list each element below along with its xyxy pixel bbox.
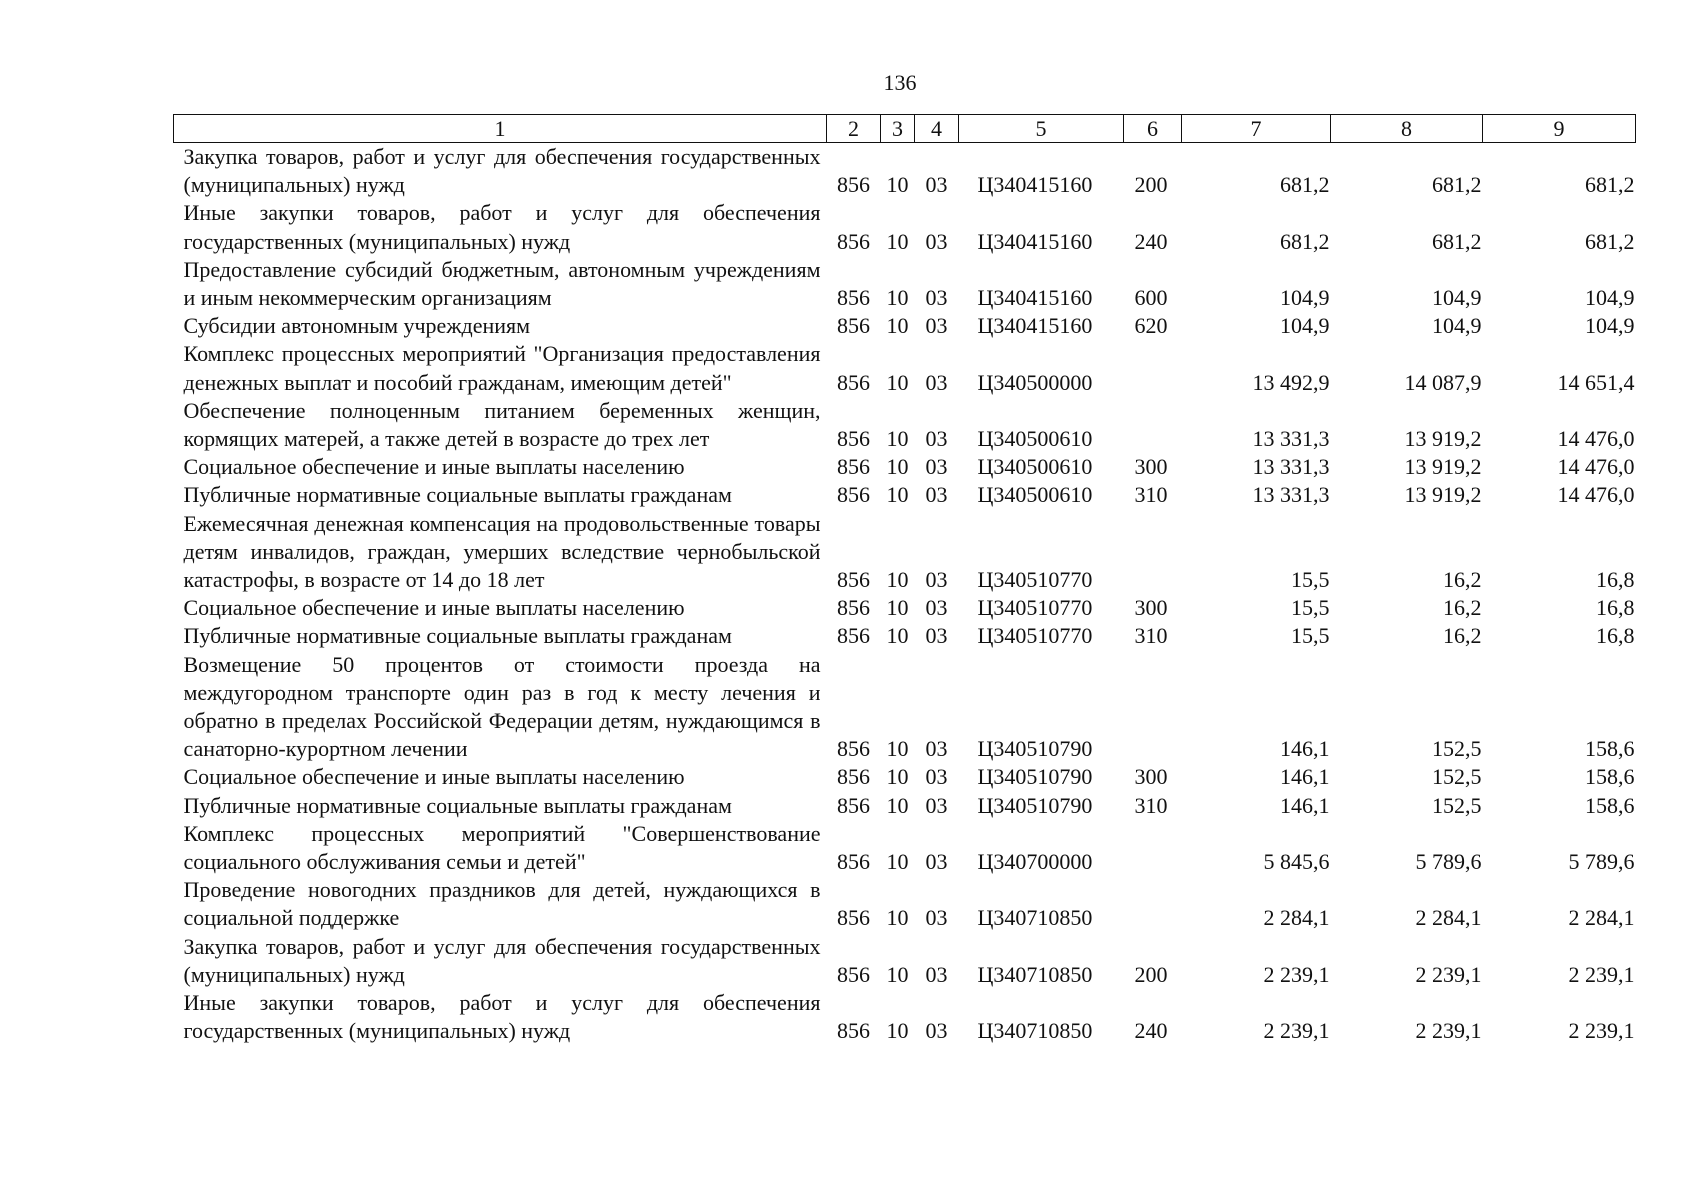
table-row [174,199,1636,255]
row-amount-col7-cell: 13 331,3 [1252,482,1330,508]
row-subsection-cell: 03 [925,623,948,649]
row-amount-col7-cell: 146,1 [1280,736,1330,762]
row-section-cell: 10 [886,595,909,621]
row-amount-col9-cell: 158,6 [1585,764,1635,790]
row-amount-col8-cell: 152,5 [1432,736,1482,762]
row-amount-col9-cell: 158,6 [1585,736,1635,762]
row-amount-col8-cell: 13 919,2 [1404,426,1482,452]
row-expense-type-cell [1124,397,1182,453]
row-name-cell: Публичные нормативные социальные выплаты гражданам [183,792,732,818]
row-grbs-cell: 856 [837,482,870,508]
table-row [174,397,1636,453]
table-row [174,481,1636,509]
row-amount-col8-cell: 16,2 [1443,623,1482,649]
row-subsection-cell: 03 [925,313,948,339]
row-amount-col9-cell: 16,8 [1596,567,1635,593]
row-subsection-cell: 03 [925,369,948,395]
row-name-cell: Иные закупки товаров, работ и услуг для обеспечения государственных (муниципальных) нужд [183,990,821,1044]
row-amount-col7-cell: 15,5 [1291,595,1330,621]
col-header-2: 2 [827,115,881,143]
row-expense-type-cell: 200 [1134,172,1168,198]
row-amount-col7-cell: 681,2 [1280,172,1330,198]
row-grbs-cell: 856 [837,736,870,762]
row-expense-type-cell [1124,510,1182,595]
row-subsection-cell: 03 [925,595,948,621]
row-amount-col7-cell: 146,1 [1280,792,1330,818]
row-amount-col8-cell: 13 919,2 [1404,454,1482,480]
row-target-article-cell: Ц340500610 [977,454,1093,480]
col-header-3: 3 [881,115,915,143]
table-row [174,763,1636,791]
row-target-article-cell: Ц340510770 [977,567,1093,593]
table-row [174,510,1636,595]
row-expense-type-cell: 200 [1134,961,1168,987]
col-header-7: 7 [1182,115,1331,143]
row-amount-col9-cell: 681,2 [1585,172,1635,198]
table-header [174,115,1636,143]
row-subsection-cell: 03 [925,228,948,254]
row-name-cell: Обеспечение полноценным питанием беременных женщин, кормящих матерей, а также детей в возрасте до трех лет [183,397,821,452]
table-row [174,792,1636,820]
row-target-article-cell: Ц340500610 [977,426,1093,452]
row-grbs-cell: 856 [837,285,870,311]
row-amount-col9-cell: 5 789,6 [1568,849,1635,875]
row-name-cell: Комплекс процессных мероприятий "Совершенствование социального обслуживания семьи и детей" [183,820,821,875]
row-amount-col8-cell: 152,5 [1432,764,1482,790]
row-target-article-cell: Ц340500000 [977,369,1093,395]
row-grbs-cell: 856 [837,792,870,818]
row-subsection-cell: 03 [925,849,948,875]
row-expense-type-cell [1124,651,1182,764]
row-grbs-cell: 856 [837,1018,870,1044]
row-amount-col8-cell: 104,9 [1432,285,1482,311]
header-row [174,115,1636,143]
row-target-article-cell: Ц340415160 [977,228,1093,254]
col-header-4: 4 [915,115,959,143]
row-section-cell: 10 [886,369,909,395]
budget-table [173,114,1636,1046]
row-expense-type-cell [1124,340,1182,396]
row-expense-type-cell [1124,820,1182,876]
row-name-cell: Социальное обеспечение и иные выплаты населению [183,595,685,621]
table-row [174,820,1636,876]
row-amount-col8-cell: 13 919,2 [1404,482,1482,508]
row-amount-col9-cell: 2 239,1 [1568,961,1635,987]
row-amount-col7-cell: 104,9 [1280,285,1330,311]
row-subsection-cell: 03 [925,792,948,818]
row-amount-col7-cell: 13 331,3 [1252,454,1330,480]
row-section-cell: 10 [886,764,909,790]
row-grbs-cell: 856 [837,961,870,987]
row-name-cell: Социальное обеспечение и иные выплаты населению [183,764,685,790]
row-subsection-cell: 03 [925,736,948,762]
row-target-article-cell: Ц340510770 [977,623,1093,649]
row-target-article-cell: Ц340510770 [977,595,1093,621]
row-name-cell: Ежемесячная денежная компенсация на продовольственные товары детям инвалидов, граждан, умерших вследствие чернобыльской катастрофы, в возрасте от 14 до 18 лет [183,510,821,593]
row-amount-col7-cell: 13 331,3 [1252,426,1330,452]
row-subsection-cell: 03 [925,172,948,198]
row-amount-col8-cell: 14 087,9 [1404,369,1482,395]
col-header-1: 1 [174,115,827,143]
table-row [174,594,1636,622]
row-name-cell: Публичные нормативные социальные выплаты гражданам [183,482,732,508]
row-expense-type-cell: 310 [1134,792,1168,818]
row-subsection-cell: 03 [925,961,948,987]
row-subsection-cell: 03 [925,905,948,931]
row-expense-type-cell: 310 [1134,623,1168,649]
row-section-cell: 10 [886,905,909,931]
row-name-cell: Предоставление субсидий бюджетным, автономным учреждениям и иным некоммерческим организациям [183,256,821,311]
row-section-cell: 10 [886,792,909,818]
col-header-8: 8 [1331,115,1483,143]
col-header-9: 9 [1483,115,1636,143]
row-target-article-cell: Ц340710850 [977,1018,1093,1044]
row-target-article-cell: Ц340710850 [977,961,1093,987]
row-section-cell: 10 [886,961,909,987]
row-amount-col8-cell: 16,2 [1443,595,1482,621]
row-name-cell: Социальное обеспечение и иные выплаты населению [183,454,685,480]
table-row [174,453,1636,481]
row-subsection-cell: 03 [925,764,948,790]
row-section-cell: 10 [886,313,909,339]
row-name-cell: Комплекс процессных мероприятий "Организация предоставления денежных выплат и пособий гражданам, имеющим детей" [183,341,821,395]
row-section-cell: 10 [886,849,909,875]
col-header-6: 6 [1124,115,1182,143]
row-name-cell: Закупка товаров, работ и услуг для обеспечения государственных (муниципальных) нужд [183,933,821,987]
row-section-cell: 10 [886,426,909,452]
row-amount-col8-cell: 2 284,1 [1415,905,1482,931]
row-target-article-cell: Ц340510790 [977,764,1093,790]
row-grbs-cell: 856 [837,905,870,931]
table-row [174,256,1636,312]
row-expense-type-cell: 310 [1134,482,1168,508]
row-subsection-cell: 03 [925,426,948,452]
row-amount-col7-cell: 146,1 [1280,764,1330,790]
table-row [174,312,1636,340]
row-section-cell: 10 [886,736,909,762]
row-amount-col8-cell: 681,2 [1432,228,1482,254]
row-amount-col7-cell: 681,2 [1280,228,1330,254]
row-section-cell: 10 [886,482,909,508]
row-name-cell: Субсидии автономным учреждениям [183,313,531,339]
row-amount-col8-cell: 2 239,1 [1415,961,1482,987]
row-amount-col7-cell: 15,5 [1291,623,1330,649]
row-expense-type-cell: 300 [1134,764,1168,790]
row-section-cell: 10 [886,454,909,480]
row-expense-type-cell: 300 [1134,454,1168,480]
row-subsection-cell: 03 [925,482,948,508]
row-amount-col9-cell: 14 476,0 [1557,426,1635,452]
row-subsection-cell: 03 [925,567,948,593]
row-target-article-cell: Ц340415160 [977,172,1093,198]
row-expense-type-cell: 600 [1134,285,1168,311]
row-target-article-cell: Ц340415160 [977,285,1093,311]
row-amount-col9-cell: 681,2 [1585,228,1635,254]
row-grbs-cell: 856 [837,172,870,198]
row-target-article-cell: Ц340500610 [977,482,1093,508]
row-amount-col7-cell: 13 492,9 [1252,369,1330,395]
row-expense-type-cell [1124,876,1182,932]
row-amount-col9-cell: 158,6 [1585,792,1635,818]
row-expense-type-cell: 620 [1134,313,1168,339]
row-amount-col9-cell: 104,9 [1585,313,1635,339]
table-row [174,622,1636,650]
table-row [174,933,1636,989]
row-amount-col9-cell: 14 476,0 [1557,482,1635,508]
row-section-cell: 10 [886,285,909,311]
table-row [174,340,1636,396]
row-name-cell: Закупка товаров, работ и услуг для обеспечения государственных (муниципальных) нужд [183,144,821,198]
row-amount-col9-cell: 2 239,1 [1568,1018,1635,1044]
row-grbs-cell: 856 [837,567,870,593]
row-grbs-cell: 856 [837,849,870,875]
row-amount-col8-cell: 104,9 [1432,313,1482,339]
row-amount-col7-cell: 5 845,6 [1263,849,1330,875]
row-amount-col8-cell: 5 789,6 [1415,849,1482,875]
row-amount-col7-cell: 2 284,1 [1263,905,1330,931]
row-name-cell: Возмещение 50 процентов от стоимости проезда на междугородном транспорте один раз в год к месту лечения и обратно в пределах Российской Федерации детям, нуждающимся в санаторно-курортном лечении [183,651,821,762]
row-target-article-cell: Ц340415160 [977,313,1093,339]
row-section-cell: 10 [886,623,909,649]
row-section-cell: 10 [886,1018,909,1044]
row-subsection-cell: 03 [925,1018,948,1044]
row-amount-col7-cell: 2 239,1 [1263,1018,1330,1044]
row-target-article-cell: Ц340710850 [977,905,1093,931]
row-amount-col7-cell: 15,5 [1291,567,1330,593]
row-grbs-cell: 856 [837,764,870,790]
row-grbs-cell: 856 [837,426,870,452]
col-header-5: 5 [959,115,1124,143]
row-grbs-cell: 856 [837,228,870,254]
row-amount-col8-cell: 152,5 [1432,792,1482,818]
row-section-cell: 10 [886,172,909,198]
table-row [174,989,1636,1045]
row-section-cell: 10 [886,567,909,593]
row-name-cell: Проведение новогодних праздников для детей, нуждающихся в социальной поддержке [183,877,821,931]
row-subsection-cell: 03 [925,454,948,480]
row-amount-col9-cell: 104,9 [1585,285,1635,311]
row-expense-type-cell: 240 [1134,228,1168,254]
page-number: 136 [883,70,917,95]
row-target-article-cell: Ц340700000 [977,849,1093,875]
row-amount-col9-cell: 16,8 [1596,623,1635,649]
row-amount-col8-cell: 2 239,1 [1415,1018,1482,1044]
row-amount-col9-cell: 16,8 [1596,595,1635,621]
table-row [174,651,1636,764]
row-amount-col9-cell: 14 476,0 [1557,454,1635,480]
row-name-cell: Иные закупки товаров, работ и услуг для обеспечения государственных (муниципальных) нужд [183,200,821,254]
table-body [174,143,1636,1046]
row-section-cell: 10 [886,228,909,254]
table-row [174,143,1636,200]
table-row [174,876,1636,932]
row-grbs-cell: 856 [837,369,870,395]
row-subsection-cell: 03 [925,285,948,311]
row-grbs-cell: 856 [837,623,870,649]
row-amount-col7-cell: 104,9 [1280,313,1330,339]
row-grbs-cell: 856 [837,313,870,339]
row-amount-col9-cell: 14 651,4 [1557,369,1635,395]
row-expense-type-cell: 240 [1134,1018,1168,1044]
row-grbs-cell: 856 [837,454,870,480]
row-amount-col9-cell: 2 284,1 [1568,905,1635,931]
row-grbs-cell: 856 [837,595,870,621]
row-target-article-cell: Ц340510790 [977,792,1093,818]
row-target-article-cell: Ц340510790 [977,736,1093,762]
row-amount-col8-cell: 681,2 [1432,172,1482,198]
row-amount-col8-cell: 16,2 [1443,567,1482,593]
row-amount-col7-cell: 2 239,1 [1263,961,1330,987]
row-expense-type-cell: 300 [1134,595,1168,621]
row-name-cell: Публичные нормативные социальные выплаты гражданам [183,623,732,649]
